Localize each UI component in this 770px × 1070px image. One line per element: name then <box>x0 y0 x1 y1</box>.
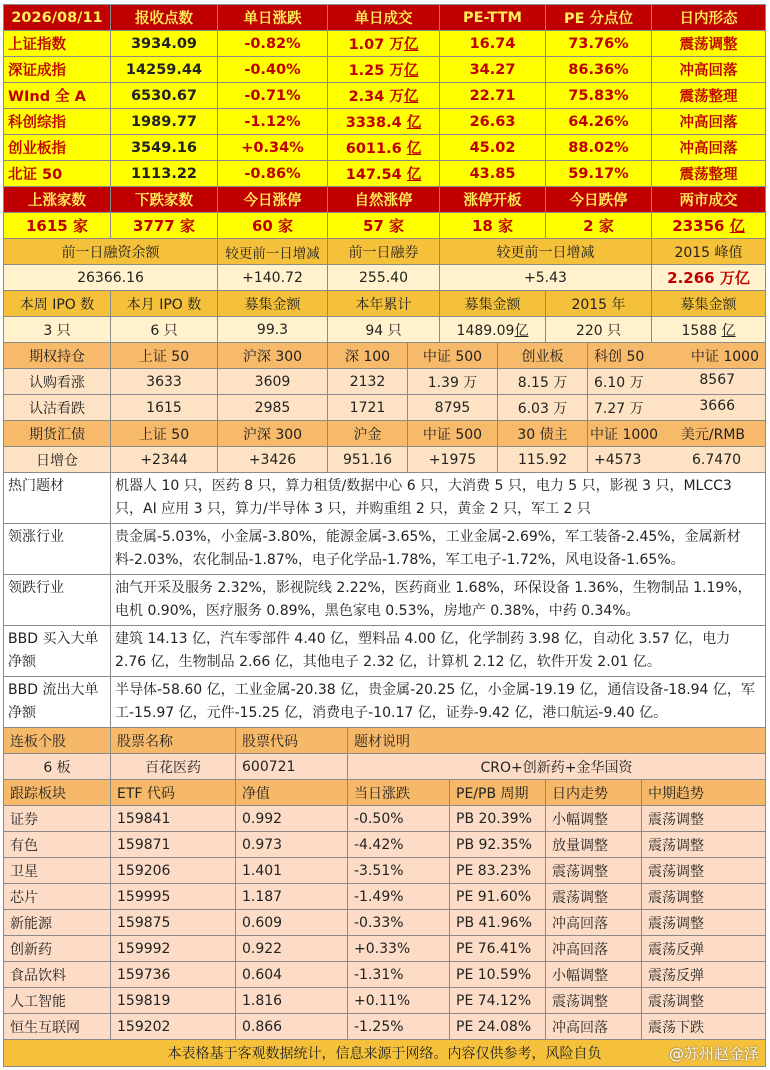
turnover-unit: 亿 <box>729 217 745 235</box>
index-close: 1113.22 <box>111 161 218 187</box>
derivatives-table <box>3 342 766 473</box>
breadth-header-cell: 涨停开板 <box>440 187 546 213</box>
index-name: 科创综指 <box>4 109 111 135</box>
options-cell: 1721 <box>328 395 408 421</box>
index-pe: 34.27 <box>440 57 546 83</box>
options-cell: 3609 <box>218 369 328 395</box>
index-change: -1.12% <box>218 109 328 135</box>
track-etf-code: 159995 <box>111 884 236 910</box>
limit-up-count: 60 家 <box>218 213 328 239</box>
index-pe-pct: 64.26% <box>546 109 652 135</box>
footer-row <box>4 1040 766 1067</box>
disclaimer <box>4 1040 766 1067</box>
track-etf-code: 159736 <box>111 962 236 988</box>
index-volume <box>328 161 440 187</box>
summary-table <box>3 4 766 343</box>
disclaimer-text: 本表格基于客观数据统计，信息来源于网络。内容仅供参考，风险自负 <box>167 1046 602 1062</box>
ipo-row <box>4 317 766 343</box>
header-change: 单日涨跌 <box>218 5 328 31</box>
margin-header-cell: 较更前一日增减 <box>218 239 328 265</box>
options-cell: 1615 <box>111 395 218 421</box>
track-midterm: 震荡反弹 <box>642 936 766 962</box>
index-name: 创业板指 <box>4 135 111 161</box>
ipo-header-cell: 募集金额 <box>652 291 766 317</box>
futures-header-cell: 30 债主 <box>498 421 588 447</box>
commentary-table <box>3 472 766 728</box>
track-valuation: PE 74.12% <box>450 988 546 1014</box>
index-shape: 震荡调整 <box>652 31 766 57</box>
index-volume <box>328 31 440 57</box>
options-cell: 6.03 万 <box>498 395 588 421</box>
options-header-cell: 期权持仓 <box>4 343 111 369</box>
index-pe: 26.63 <box>440 109 546 135</box>
breadth-header-cell: 下跌家数 <box>111 187 218 213</box>
track-intraday: 冲高回落 <box>546 910 642 936</box>
commentary-label: 领涨行业 <box>4 524 111 575</box>
futures-cell: +2344 <box>111 447 218 473</box>
options-header-star50: 科创 50 <box>594 348 645 365</box>
track-header-cell: PE/PB 周期 <box>450 780 546 806</box>
track-row <box>4 1014 766 1040</box>
ipo-2015-raised <box>652 317 766 343</box>
header-pe-percentile: PE 分点位 <box>546 5 652 31</box>
track-valuation: PE 10.59% <box>450 962 546 988</box>
margin-header-cell: 较更前一日增减 <box>440 239 652 265</box>
options-csi1000-value: 8567 <box>699 371 736 388</box>
ipo-header-cell: 本月 IPO 数 <box>111 291 218 317</box>
index-pe: 16.74 <box>440 31 546 57</box>
volume-unit: 亿 <box>403 37 419 53</box>
track-sector: 恒生互联网 <box>4 1014 111 1040</box>
market-summary-sheet <box>3 4 765 1067</box>
board-header-cell: 题材说明 <box>348 728 766 754</box>
breadth-header-cell: 今日跌停 <box>546 187 652 213</box>
header-pe-ttm: PE-TTM <box>440 5 546 31</box>
track-nav: 1.401 <box>236 858 348 884</box>
track-header-cell: 净值 <box>236 780 348 806</box>
index-pe-pct: 86.36% <box>546 57 652 83</box>
index-close: 6530.67 <box>111 83 218 109</box>
index-close: 1989.77 <box>111 109 218 135</box>
track-header-cell: 日内走势 <box>546 780 642 806</box>
index-row <box>4 161 766 187</box>
futures-cell: +3426 <box>218 447 328 473</box>
track-change: -1.49% <box>348 884 450 910</box>
options-cell: 2132 <box>328 369 408 395</box>
track-valuation: PB 92.35% <box>450 832 546 858</box>
commentary-row <box>4 626 766 677</box>
options-star50-value: 6.10 万 <box>594 374 644 391</box>
track-midterm: 震荡反弹 <box>642 962 766 988</box>
track-sector: 卫星 <box>4 858 111 884</box>
commentary-label: BBD 流出大单净额 <box>4 677 111 728</box>
options-header-cell <box>588 343 766 369</box>
index-row <box>4 109 766 135</box>
track-row <box>4 832 766 858</box>
track-midterm: 震荡下跌 <box>642 1014 766 1040</box>
futures-header-cell <box>588 421 766 447</box>
track-valuation: PE 83.23% <box>450 858 546 884</box>
commentary-text: 油气开采及服务 2.32%，影视院线 2.22%，医药商业 1.68%，环保设备 1.36%，生物制品 1.19%，电机 0.90%，医疗服务 0.89%，黑色家电 0.53%，房地产 0.38%，中药 0.34%。 <box>111 575 766 626</box>
track-row <box>4 806 766 832</box>
index-name: WInd 全 A <box>4 83 111 109</box>
track-midterm: 震荡调整 <box>642 910 766 936</box>
futures-header-usdcny: 美元/RMB <box>680 426 746 443</box>
futures-usdcny-value: 6.7470 <box>692 451 742 468</box>
track-nav: 0.973 <box>236 832 348 858</box>
options-header-cell: 深 100 <box>328 343 408 369</box>
index-row <box>4 57 766 83</box>
futures-header-cell: 沪金 <box>328 421 408 447</box>
index-pe-pct: 59.17% <box>546 161 652 187</box>
track-nav: 1.187 <box>236 884 348 910</box>
ipo-year-raised <box>440 317 546 343</box>
track-intraday: 震荡调整 <box>546 858 642 884</box>
options-cell <box>588 369 766 395</box>
board-header-cell: 股票名称 <box>111 728 236 754</box>
index-shape: 冲高回落 <box>652 135 766 161</box>
track-row <box>4 936 766 962</box>
index-close: 3934.09 <box>111 31 218 57</box>
margin-balance-change: +140.72 <box>218 265 328 291</box>
ipo-header-cell: 2015 年 <box>546 291 652 317</box>
futures-header-cell: 中证 500 <box>408 421 498 447</box>
options-cell: 8795 <box>408 395 498 421</box>
track-row <box>4 884 766 910</box>
track-midterm: 震荡调整 <box>642 832 766 858</box>
track-nav: 0.866 <box>236 1014 348 1040</box>
track-intraday: 震荡调整 <box>546 884 642 910</box>
index-change: -0.40% <box>218 57 328 83</box>
track-intraday: 冲高回落 <box>546 936 642 962</box>
turnover-value: 23356 <box>672 217 725 235</box>
board-stock-name: 百花医药 <box>111 754 236 780</box>
ipo-header-cell: 本年累计 <box>328 291 440 317</box>
board-header-cell: 连板个股 <box>4 728 111 754</box>
index-row <box>4 31 766 57</box>
futures-header-cell: 上证 50 <box>111 421 218 447</box>
board-header-cell: 股票代码 <box>236 728 348 754</box>
track-row <box>4 962 766 988</box>
track-nav: 0.609 <box>236 910 348 936</box>
track-header-row <box>4 780 766 806</box>
track-etf-code: 159841 <box>111 806 236 832</box>
margin-header-cell: 前一日融资余额 <box>4 239 218 265</box>
volume-value: 6011.6 <box>345 141 402 157</box>
margin-row <box>4 265 766 291</box>
board-stock-code: 600721 <box>236 754 348 780</box>
track-sector: 人工智能 <box>4 988 111 1014</box>
futures-header-cell: 期货汇债 <box>4 421 111 447</box>
volume-unit: 亿 <box>406 141 422 157</box>
futures-cell: 951.16 <box>328 447 408 473</box>
board-row <box>4 754 766 780</box>
track-header-cell: 跟踪板块 <box>4 780 111 806</box>
futures-csi1000-value: +4573 <box>594 451 642 468</box>
header-date: 2026/08/11 <box>4 5 111 31</box>
breadth-header-cell: 上涨家数 <box>4 187 111 213</box>
options-star50-value: 7.27 万 <box>594 400 644 417</box>
options-header-cell: 创业板 <box>498 343 588 369</box>
margin-peak-2015: 2.266 万亿 <box>652 265 766 291</box>
ipo-raised: 99.3 <box>218 317 328 343</box>
track-intraday: 小幅调整 <box>546 806 642 832</box>
track-etf-code: 159819 <box>111 988 236 1014</box>
index-pe-pct: 88.02% <box>546 135 652 161</box>
commentary-row <box>4 677 766 728</box>
ipo-2015: 220 只 <box>546 317 652 343</box>
futures-header-row <box>4 421 766 447</box>
volume-unit: 亿 <box>403 63 419 79</box>
2015-raised-value: 1588 <box>681 322 718 339</box>
year-raised-unit: 亿 <box>514 322 529 339</box>
index-row <box>4 83 766 109</box>
track-midterm: 震荡调整 <box>642 806 766 832</box>
options-cell: 3633 <box>111 369 218 395</box>
volume-value: 3338.4 <box>345 115 402 131</box>
track-row <box>4 910 766 936</box>
track-header-cell: 中期趋势 <box>642 780 766 806</box>
breadth-header-cell: 两市成交 <box>652 187 766 213</box>
options-cell <box>588 395 766 421</box>
commentary-text: 贵金属-5.03%，小金属-3.80%，能源金属-3.65%，工业金属-2.69%，军工装备-2.45%，金属新材料-2.03%，农化制品-1.87%，电子化学品-1.78%，军工电子-1.72%，风电设备-1.65%。 <box>111 524 766 575</box>
options-cell: 1.39 万 <box>408 369 498 395</box>
index-row <box>4 135 766 161</box>
board-count: 6 板 <box>4 754 111 780</box>
track-intraday: 冲高回落 <box>546 1014 642 1040</box>
futures-cell: 日增仓 <box>4 447 111 473</box>
track-nav: 0.992 <box>236 806 348 832</box>
track-nav: 1.816 <box>236 988 348 1014</box>
options-cell: 8.15 万 <box>498 369 588 395</box>
short-balance-change: +5.43 <box>440 265 652 291</box>
limit-down-count: 2 家 <box>546 213 652 239</box>
2015-raised-unit: 亿 <box>721 322 736 339</box>
commentary-label: 领跌行业 <box>4 575 111 626</box>
options-cell: 认沽看跌 <box>4 395 111 421</box>
options-cell: 2985 <box>218 395 328 421</box>
track-change: -0.33% <box>348 910 450 936</box>
index-volume <box>328 135 440 161</box>
track-etf-code: 159206 <box>111 858 236 884</box>
track-change: -3.51% <box>348 858 450 884</box>
index-volume <box>328 109 440 135</box>
ipo-week: 3 只 <box>4 317 111 343</box>
index-change: +0.34% <box>218 135 328 161</box>
index-volume <box>328 83 440 109</box>
index-shape: 震荡整理 <box>652 161 766 187</box>
breadth-header-row <box>4 187 766 213</box>
volume-value: 147.54 <box>345 167 402 183</box>
track-change: +0.33% <box>348 936 450 962</box>
futures-cell: 115.92 <box>498 447 588 473</box>
track-row <box>4 988 766 1014</box>
index-header-row <box>4 5 766 31</box>
track-valuation: PE 24.08% <box>450 1014 546 1040</box>
breadth-header-cell: 自然涨停 <box>328 187 440 213</box>
natural-limit-up-count: 57 家 <box>328 213 440 239</box>
commentary-label: 热门题材 <box>4 473 111 524</box>
index-pe: 45.02 <box>440 135 546 161</box>
margin-header-row <box>4 239 766 265</box>
track-row <box>4 858 766 884</box>
track-sector: 证券 <box>4 806 111 832</box>
margin-header-cell: 前一日融券 <box>328 239 440 265</box>
track-valuation: PE 76.41% <box>450 936 546 962</box>
index-change: -0.71% <box>218 83 328 109</box>
ipo-header-cell: 本周 IPO 数 <box>4 291 111 317</box>
track-midterm: 震荡调整 <box>642 884 766 910</box>
breadth-header-cell: 今日涨停 <box>218 187 328 213</box>
volume-unit: 亿 <box>403 89 419 105</box>
track-intraday: 震荡调整 <box>546 988 642 1014</box>
options-header-cell: 中证 500 <box>408 343 498 369</box>
track-nav: 0.604 <box>236 962 348 988</box>
track-header-cell: ETF 代码 <box>111 780 236 806</box>
index-close: 14259.44 <box>111 57 218 83</box>
board-theme: CRO+创新药+金华国资 <box>348 754 766 780</box>
commentary-row <box>4 473 766 524</box>
watermark: @苏州赵金泽 <box>668 1045 759 1063</box>
index-close: 3549.16 <box>111 135 218 161</box>
track-midterm: 震荡调整 <box>642 858 766 884</box>
futures-header-cell: 沪深 300 <box>218 421 328 447</box>
tracking-table <box>3 727 766 1067</box>
index-pe-pct: 75.83% <box>546 83 652 109</box>
track-valuation: PB 20.39% <box>450 806 546 832</box>
index-name: 上证指数 <box>4 31 111 57</box>
track-change: -4.42% <box>348 832 450 858</box>
ipo-month: 6 只 <box>111 317 218 343</box>
index-name: 深证成指 <box>4 57 111 83</box>
track-valuation: PB 41.96% <box>450 910 546 936</box>
futures-row <box>4 447 766 473</box>
board-header-row <box>4 728 766 754</box>
year-raised-value: 1489.09 <box>456 322 515 339</box>
commentary-row <box>4 524 766 575</box>
index-name: 北证 50 <box>4 161 111 187</box>
options-row <box>4 395 766 421</box>
short-balance: 255.40 <box>328 265 440 291</box>
options-cell: 认购看涨 <box>4 369 111 395</box>
commentary-text: 机器人 10 只，医药 8 只，算力租赁/数据中心 6 只，大消费 5 只，电力 5 只，影视 3 只，MLCC3 只，AI 应用 3 只，算力/半导体 3 只，并购重组 2 只，黄金 2 只，军工 2 只 <box>111 473 766 524</box>
track-etf-code: 159202 <box>111 1014 236 1040</box>
futures-header-csi1000: 中证 1000 <box>590 426 659 443</box>
volume-unit: 亿 <box>406 115 422 131</box>
track-etf-code: 159992 <box>111 936 236 962</box>
track-intraday: 小幅调整 <box>546 962 642 988</box>
futures-cell <box>588 447 766 473</box>
commentary-text: 建筑 14.13 亿，汽车零部件 4.40 亿，塑料品 4.00 亿，化学制药 3.98 亿，自动化 3.57 亿，电力 2.76 亿，生物制品 2.66 亿，其他电子 2.32 亿，计算机 2.12 亿，软件开发 2.01 亿。 <box>111 626 766 677</box>
track-etf-code: 159871 <box>111 832 236 858</box>
track-nav: 0.922 <box>236 936 348 962</box>
commentary-row <box>4 575 766 626</box>
index-volume <box>328 57 440 83</box>
options-header-cell: 沪深 300 <box>218 343 328 369</box>
ipo-year: 94 只 <box>328 317 440 343</box>
track-sector: 食品饮料 <box>4 962 111 988</box>
breadth-row <box>4 213 766 239</box>
track-change: +0.11% <box>348 988 450 1014</box>
track-valuation: PE 91.60% <box>450 884 546 910</box>
market-turnover <box>652 213 766 239</box>
header-volume: 单日成交 <box>328 5 440 31</box>
index-change: -0.86% <box>218 161 328 187</box>
limit-open-count: 18 家 <box>440 213 546 239</box>
track-change: -1.25% <box>348 1014 450 1040</box>
track-etf-code: 159875 <box>111 910 236 936</box>
ipo-header-row <box>4 291 766 317</box>
margin-balance: 26366.16 <box>4 265 218 291</box>
volume-unit: 亿 <box>406 167 422 183</box>
header-shape: 日内形态 <box>652 5 766 31</box>
index-pe: 22.71 <box>440 83 546 109</box>
commentary-label: BBD 买入大单净额 <box>4 626 111 677</box>
options-header-row <box>4 343 766 369</box>
index-change: -0.82% <box>218 31 328 57</box>
options-header-csi1000: 中证 1000 <box>690 348 760 365</box>
down-count: 3777 家 <box>111 213 218 239</box>
commentary-text: 半导体-58.60 亿，工业金属-20.38 亿，贵金属-20.25 亿，小金属-19.19 亿，通信设备-18.94 亿，军工-15.97 亿，元件-15.25 亿，消费电子-10.17 亿，证券-9.42 亿，港口航运-9.40 亿。 <box>111 677 766 728</box>
track-midterm: 震荡调整 <box>642 988 766 1014</box>
volume-value: 2.34 万 <box>348 89 404 105</box>
index-shape: 震荡整理 <box>652 83 766 109</box>
track-change: -1.31% <box>348 962 450 988</box>
ipo-header-cell: 募集金额 <box>218 291 328 317</box>
index-shape: 冲高回落 <box>652 109 766 135</box>
track-sector: 芯片 <box>4 884 111 910</box>
index-pe-pct: 73.76% <box>546 31 652 57</box>
track-sector: 有色 <box>4 832 111 858</box>
options-header-cell: 上证 50 <box>111 343 218 369</box>
track-intraday: 放量调整 <box>546 832 642 858</box>
up-count: 1615 家 <box>4 213 111 239</box>
options-csi1000-value: 3666 <box>699 397 736 414</box>
volume-value: 1.07 万 <box>348 37 404 53</box>
options-row <box>4 369 766 395</box>
track-change: -0.50% <box>348 806 450 832</box>
index-pe: 43.85 <box>440 161 546 187</box>
track-header-cell: 当日涨跌 <box>348 780 450 806</box>
header-close: 报收点数 <box>111 5 218 31</box>
ipo-header-cell: 募集金额 <box>440 291 546 317</box>
track-sector: 创新药 <box>4 936 111 962</box>
margin-header-cell: 2015 峰值 <box>652 239 766 265</box>
track-sector: 新能源 <box>4 910 111 936</box>
futures-cell: +1975 <box>408 447 498 473</box>
volume-value: 1.25 万 <box>348 63 404 79</box>
index-shape: 冲高回落 <box>652 57 766 83</box>
